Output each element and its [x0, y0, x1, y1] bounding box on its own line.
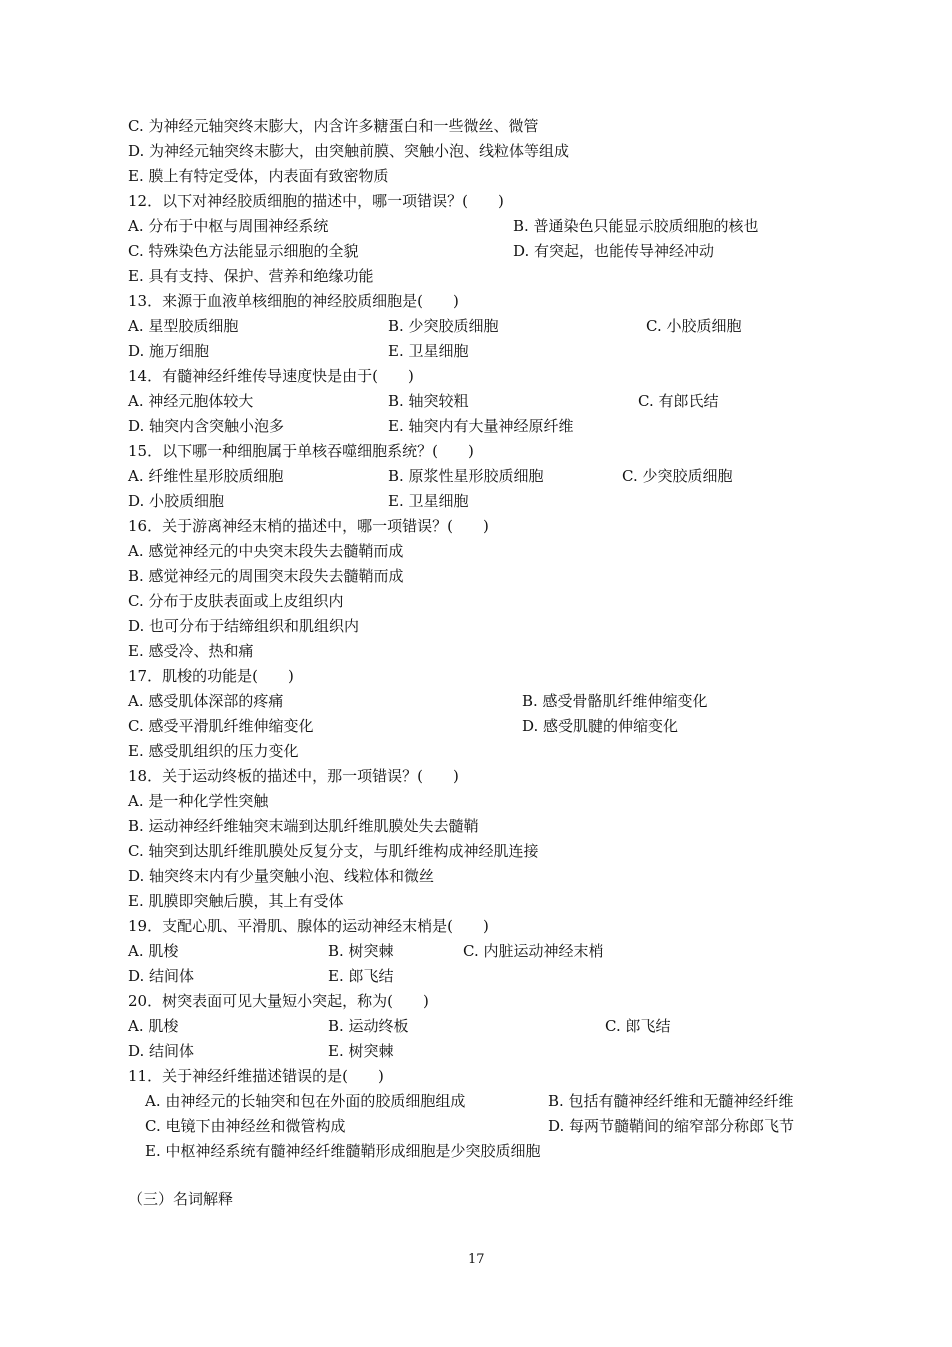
q13-option-a: A. 星型胶质细胞	[128, 317, 239, 335]
q14-option-d: D. 轴突内含突触小泡多	[128, 417, 285, 435]
q15-option-e: E. 卫星细胞	[388, 492, 469, 510]
q14-option-c: C. 有郎氏结	[638, 392, 719, 410]
q20-stem: 20．树突表面可见大量短小突起，称为( )	[128, 992, 429, 1010]
q11b-option-a: A. 由神经元的长轴突和包在外面的胶质细胞组成	[145, 1092, 466, 1110]
q12-option-d: D. 有突起，也能传导神经冲动	[513, 242, 715, 260]
page-number: 17	[468, 1252, 485, 1267]
q17-option-b: B. 感受骨骼肌纤维伸缩变化	[522, 692, 708, 710]
q10-option-d: D. 为神经元轴突终末膨大，由突触前膜、突触小泡、线粒体等组成	[128, 142, 570, 160]
q18-option-d: D. 轴突终末内有少量突触小泡、线粒体和微丝	[128, 867, 435, 885]
q19-option-d: D. 结间体	[128, 967, 195, 985]
q10-option-c: C. 为神经元轴突终末膨大，内含许多糖蛋白和一些微丝、微管	[128, 117, 539, 135]
q16-option-d: D. 也可分布于结缔组织和肌组织内	[128, 617, 360, 635]
q18-option-c: C. 轴突到达肌纤维肌膜处反复分支，与肌纤维构成神经肌连接	[128, 842, 539, 860]
q14-stem: 14．有髓神经纤维传导速度快是由于( )	[128, 367, 414, 385]
q15-option-d: D. 小胶质细胞	[128, 492, 225, 510]
q16-stem: 16．关于游离神经末梢的描述中，哪一项错误？( )	[128, 517, 489, 535]
q13-stem: 13．来源于血液单核细胞的神经胶质细胞是( )	[128, 292, 459, 310]
q11b-option-b: B. 包括有髓神经纤维和无髓神经纤维	[548, 1092, 794, 1110]
q16-option-e: E. 感受冷、热和痛	[128, 642, 254, 660]
section-heading: （三）名词解释	[128, 1190, 234, 1208]
q11b-option-e: E. 中枢神经系统有髓神经纤维髓鞘形成细胞是少突胶质细胞	[145, 1142, 541, 1160]
q15-option-c: C. 少突胶质细胞	[622, 467, 733, 485]
q19-option-a: A. 肌梭	[128, 942, 179, 960]
q16-option-b: B. 感觉神经元的周围突末段失去髓鞘而成	[128, 567, 404, 585]
q16-option-c: C. 分布于皮肤表面或上皮组织内	[128, 592, 344, 610]
q18-stem: 18．关于运动终板的描述中，那一项错误？( )	[128, 767, 459, 785]
q11b-stem: 11．关于神经纤维描述错误的是( )	[128, 1067, 384, 1085]
q20-option-c: C. 郎飞结	[605, 1017, 671, 1035]
q12-option-a: A. 分布于中枢与周围神经系统	[128, 217, 329, 235]
q13-option-c: C. 小胶质细胞	[646, 317, 742, 335]
q14-option-a: A. 神经元胞体较大	[128, 392, 254, 410]
q17-stem: 17．肌梭的功能是( )	[128, 667, 294, 685]
q11b-option-c: C. 电镜下由神经丝和微管构成	[145, 1117, 346, 1135]
q13-option-d: D. 施万细胞	[128, 342, 210, 360]
q19-stem: 19．支配心肌、平滑肌、腺体的运动神经末梢是( )	[128, 917, 489, 935]
q14-option-b: B. 轴突较粗	[388, 392, 469, 410]
q12-option-e: E. 具有支持、保护、营养和绝缘功能	[128, 267, 374, 285]
q18-option-e: E. 肌膜即突触后膜，其上有受体	[128, 892, 344, 910]
q19-option-b: B. 树突棘	[328, 942, 394, 960]
q11b-option-d: D. 每两节髓鞘间的缩窄部分称郎飞节	[548, 1117, 795, 1135]
q14-option-e: E. 轴突内有大量神经原纤维	[388, 417, 574, 435]
q13-option-e: E. 卫星细胞	[388, 342, 469, 360]
q12-option-c: C. 特殊染色方法能显示细胞的全貌	[128, 242, 359, 260]
q18-option-b: B. 运动神经纤维轴突末端到达肌纤维肌膜处失去髓鞘	[128, 817, 479, 835]
q12-option-b: B. 普通染色只能显示胶质细胞的核也	[513, 217, 759, 235]
q10-option-e: E. 膜上有特定受体，内表面有致密物质	[128, 167, 389, 185]
q17-option-e: E. 感受肌组织的压力变化	[128, 742, 299, 760]
q15-option-b: B. 原浆性星形胶质细胞	[388, 467, 544, 485]
q18-option-a: A. 是一种化学性突触	[128, 792, 269, 810]
q17-option-c: C. 感受平滑肌纤维伸缩变化	[128, 717, 314, 735]
q12-stem: 12．以下对神经胶质细胞的描述中，哪一项错误？( )	[128, 192, 504, 210]
q20-option-b: B. 运动终板	[328, 1017, 409, 1035]
q15-stem: 15．以下哪一种细胞属于单核吞噬细胞系统？( )	[128, 442, 474, 460]
q20-option-e: E. 树突棘	[328, 1042, 394, 1060]
q17-option-d: D. 感受肌腱的伸缩变化	[522, 717, 679, 735]
q19-option-e: E. 郎飞结	[328, 967, 394, 985]
q13-option-b: B. 少突胶质细胞	[388, 317, 499, 335]
q19-option-c: C. 内脏运动神经末梢	[463, 942, 604, 960]
q16-option-a: A. 感觉神经元的中央突末段失去髓鞘而成	[128, 542, 404, 560]
q17-option-a: A. 感受肌体深部的疼痛	[128, 692, 284, 710]
q20-option-a: A. 肌梭	[128, 1017, 179, 1035]
q20-option-d: D. 结间体	[128, 1042, 195, 1060]
q15-option-a: A. 纤维性星形胶质细胞	[128, 467, 284, 485]
